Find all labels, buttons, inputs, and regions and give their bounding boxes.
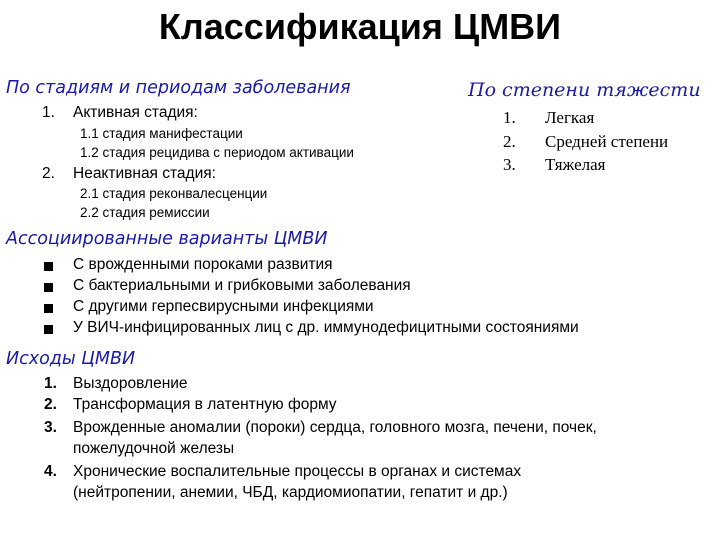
outcome-item-1: Выздоровление (73, 375, 188, 392)
bullet-icon (44, 304, 53, 313)
outcome-number-4: 4. (44, 463, 57, 480)
stage-inactive-label: Неактивная стадия: (73, 165, 216, 182)
outcome-number-3: 3. (44, 419, 57, 436)
stage-active-number: 1. (42, 104, 55, 121)
stage-inactive-number: 2. (42, 165, 55, 182)
outcomes-heading: Исходы ЦМВИ (6, 349, 136, 369)
associated-item-2: С бактериальными и грибковыми заболевания (73, 277, 411, 294)
stage-active-sub-1: 1.1 стадия манифестации (80, 126, 243, 141)
bullet-icon (44, 283, 53, 292)
associated-item-1: С врожденными пороками развития (73, 256, 333, 273)
severity-number-1: 1. (503, 108, 516, 127)
associated-heading: Ассоциированные варианты ЦМВИ (6, 229, 328, 249)
outcome-item-3-line-1: Врожденные аномалии (пороки) сердца, головного мозга, печени, почек, (73, 419, 597, 436)
outcome-item-2: Трансформация в латентную форму (73, 396, 337, 413)
severity-item-mild: Легкая (545, 108, 595, 127)
severity-item-moderate: Средней степени (545, 132, 669, 151)
bullet-icon (44, 262, 53, 271)
associated-item-3: С другими герпесвирусными инфекциями (73, 298, 374, 315)
severity-item-severe: Тяжелая (545, 155, 606, 174)
outcome-item-3-line-2: пожелудочной железы (73, 440, 235, 457)
page-title: Классификация ЦМВИ (158, 6, 562, 47)
severity-number-2: 2. (503, 132, 516, 151)
associated-item-4: У ВИЧ-инфицированных лиц с др. иммунодефицитными состояниями (73, 319, 579, 336)
stage-active-sub-2: 1.2 стадия рецидива с периодом активации (80, 145, 354, 160)
severity-heading: По степени тяжести (468, 79, 701, 101)
outcome-number-1: 1. (44, 375, 57, 392)
outcome-item-4-line-1: Хронические воспалительные процессы в органах и системах (73, 463, 522, 480)
stage-active-label: Активная стадия: (73, 104, 198, 121)
stage-inactive-sub-2: 2.2 стадия ремиссии (80, 205, 210, 220)
outcome-item-4-line-2: (нейтропении, анемии, ЧБД, кардиомиопатии, гепатит и др.) (73, 484, 508, 501)
severity-number-3: 3. (503, 155, 516, 174)
outcome-number-2: 2. (44, 396, 57, 413)
stage-inactive-sub-1: 2.1 стадия реконвалесценции (80, 186, 268, 201)
stages-heading: По стадиям и периодам заболевания (6, 78, 351, 98)
bullet-icon (44, 325, 53, 334)
